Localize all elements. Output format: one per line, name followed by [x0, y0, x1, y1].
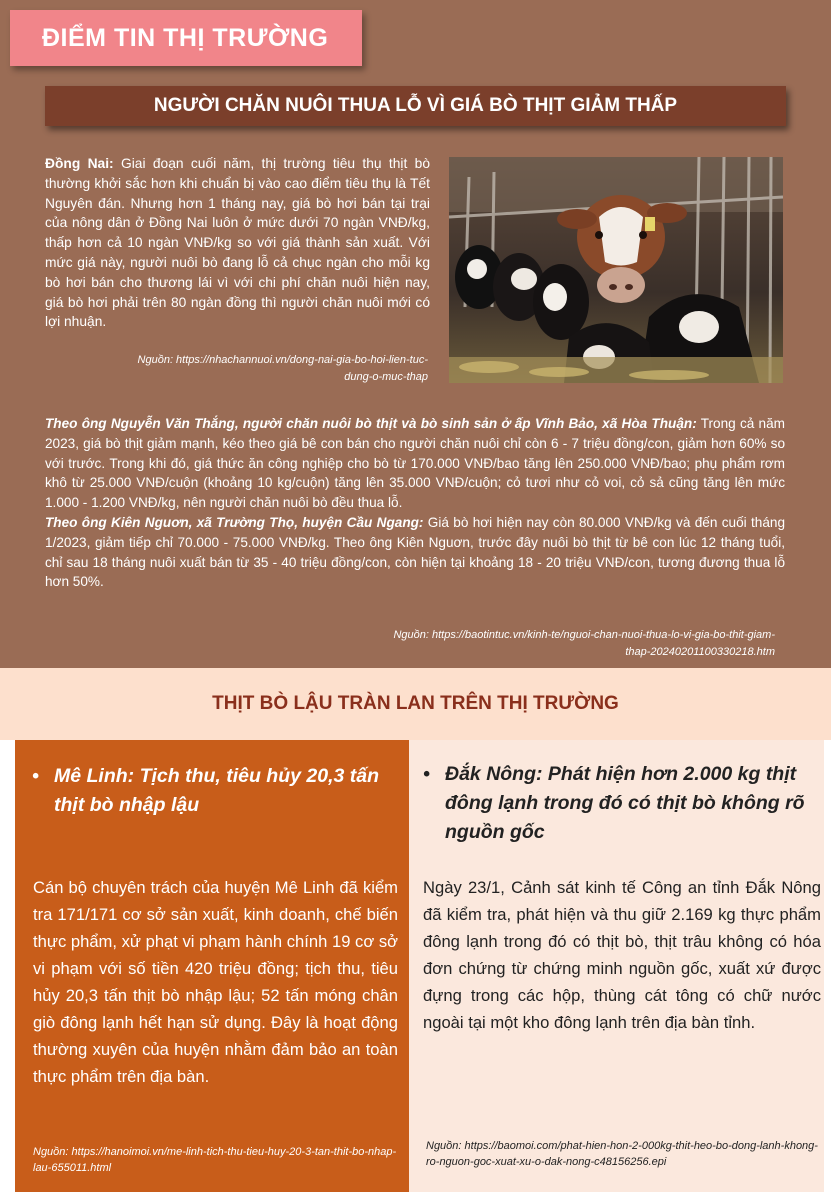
- left-bullet: •: [32, 765, 39, 787]
- quote1-lead: Theo ông Nguyễn Văn Thắng, người chăn nuôi bò thịt và bò sinh sản ở ấp Vĩnh Bảo, xã Hòa Thuận:: [45, 416, 697, 431]
- article1-title: NGƯỜI CHĂN NUÔI THUA LỖ VÌ GIÁ BÒ THỊT GIẢM THẤP: [153, 95, 678, 116]
- left-heading-text: Mê Linh: Tịch thu, tiêu hủy 20,3 tấn thịt bò nhập lậu: [54, 765, 380, 816]
- right-bullet: •: [423, 763, 430, 785]
- right-heading-text: Đắk Nông: Phát hiện hơn 2.000 kg thịt đông lạnh trong đó có thịt bò không rõ nguồn gốc: [445, 763, 805, 843]
- left-news-heading: [32, 762, 402, 820]
- article2-title-band: [0, 668, 831, 740]
- right-news-heading: [423, 760, 819, 847]
- intro-lead: Đồng Nai:: [45, 156, 114, 171]
- article1-quotes: [45, 414, 785, 592]
- left-news-source: Nguồn: https://hanoimoi.vn/me-linh-tich-thu-tieu-huy-20-3-tan-thit-bo-nhap-lau-655011.html: [33, 1146, 397, 1174]
- right-news-body: Ngày 23/1, Cảnh sát kinh tế Công an tỉnh Đắk Nông đã kiểm tra, phát hiện và thu giữ 2.169 kg thực phẩm đông lạnh trong đó có thịt bò, thịt trâu không có hóa đơn chứng từ chứng minh nguồn gốc, xuất xứ được đựng trong các hộp, thùng cát tông có chữ nước ngoài tại một kho đông lạnh trên địa bàn tỉnh.: [423, 878, 821, 1032]
- article2-title: THỊT BÒ LẬU TRÀN LAN TRÊN THỊ TRƯỜNG: [212, 693, 619, 714]
- section-tag: [10, 10, 362, 66]
- quote2-text: Giá bò hơi hiện nay còn 80.000 VNĐ/kg và đến cuối tháng 1/2023, giảm tiếp chỉ 70.000 - 75.000 VNĐ/kg. Theo ông Kiên Nguơn, trước đây nuôi bò thịt từ bê con lúc 12 tháng tuổi, chỉ sau 18 tháng nuôi xuất bán từ 35 - 40 triệu đồng/con, còn hiện tại khoảng 18 - 20 triệu VNĐ/con, tương đương thua lỗ hơn 50%.: [45, 514, 785, 590]
- article1-title-bar: [45, 86, 786, 126]
- article1-source-2: Nguồn: https://baotintuc.vn/kinh-te/nguoi-chan-nuoi-thua-lo-vi-gia-bo-thit-giam-thap-20240201100330218.htm: [393, 629, 775, 658]
- left-news-column: [15, 740, 409, 1192]
- article1-intro: [45, 154, 430, 332]
- left-news-body: Cán bộ chuyên trách của huyện Mê Linh đã kiểm tra 171/171 cơ sở sản xuất, kinh doanh, chế biến thực phẩm, xử phạt vi phạm hành chính 19 cơ sở vi phạm với số tiền 420 triệu đồng; tịch thu, tiêu hủy 20,3 tấn thịt bò nhập lậu; 52 tấn móng chân giò đông lạnh hết hạn sử dụng. Đây là hoạt động thường xuyên của huyện nhằm đảm bảo an toàn thực phẩm trên địa bàn.: [33, 878, 398, 1086]
- quote2-lead: Theo ông Kiên Nguơn, xã Trường Thọ, huyện Cầu Ngang:: [45, 514, 424, 530]
- article1-source-1: Nguồn: https://nhachannuoi.vn/dong-nai-gia-bo-hoi-lien-tuc-dung-o-muc-thap: [137, 354, 428, 383]
- quote1-text: Trong cả năm 2023, giá bò thịt giảm mạnh, kéo theo giá bê con bán cho người chăn nuôi chỉ còn 6 - 7 triệu đồng/con, giảm hơn 60% so với trước. Trong khi đó, giá thức ăn công nghiệp cho bò từ 170.000 VNĐ/bao tăng lên 250.000 VNĐ/bao; phụ phẩm rơm khô từ 25.000 VNĐ/cuộn (khoảng 10 kg/cuộn) tăng lên 35.000 VNĐ/cuộn; cỏ tươi như cỏ voi, cỏ sả cũng tăng lên mức 1.000 - 1.200 VNĐ/kg, nên người chăn nuôi bò đều thua lỗ.: [45, 416, 785, 511]
- section-tag-label: ĐIỂM TIN THỊ TRƯỜNG: [42, 23, 329, 52]
- right-news-column: [409, 740, 824, 1192]
- cows-feeding-photo: [449, 157, 783, 383]
- intro-text: Giai đoạn cuối năm, thị trường tiêu thụ thịt bò thường khởi sắc hơn khi chuẩn bị vào cao điểm tiêu thụ là Tết Nguyên đán. Nhưng hơn 1 tháng nay, giá bò hơi bán tại trại của nông dân ở Đồng Nai luôn ở mức dưới 70 ngàn VNĐ/kg, thấp hơn cả 10 ngàn VNĐ/kg so với giá thành sản xuất. Với mức giá này, người nuôi bò đang lỗ cả chục ngàn cho mỗi kg bò hơi bán cho thương lái vì với chi phí chăn nuôi hiện nay, giá bò hơi phải trên 80 ngàn đồng thì người chăn nuôi mới có lợi nhuận.: [45, 156, 430, 330]
- right-news-source: Nguồn: https://baomoi.com/phat-hien-hon-2-000kg-thit-heo-bo-dong-lanh-khong-ro-nguon-goc-xuat-xu-o-dak-nong-c48156256.epi: [426, 1140, 818, 1168]
